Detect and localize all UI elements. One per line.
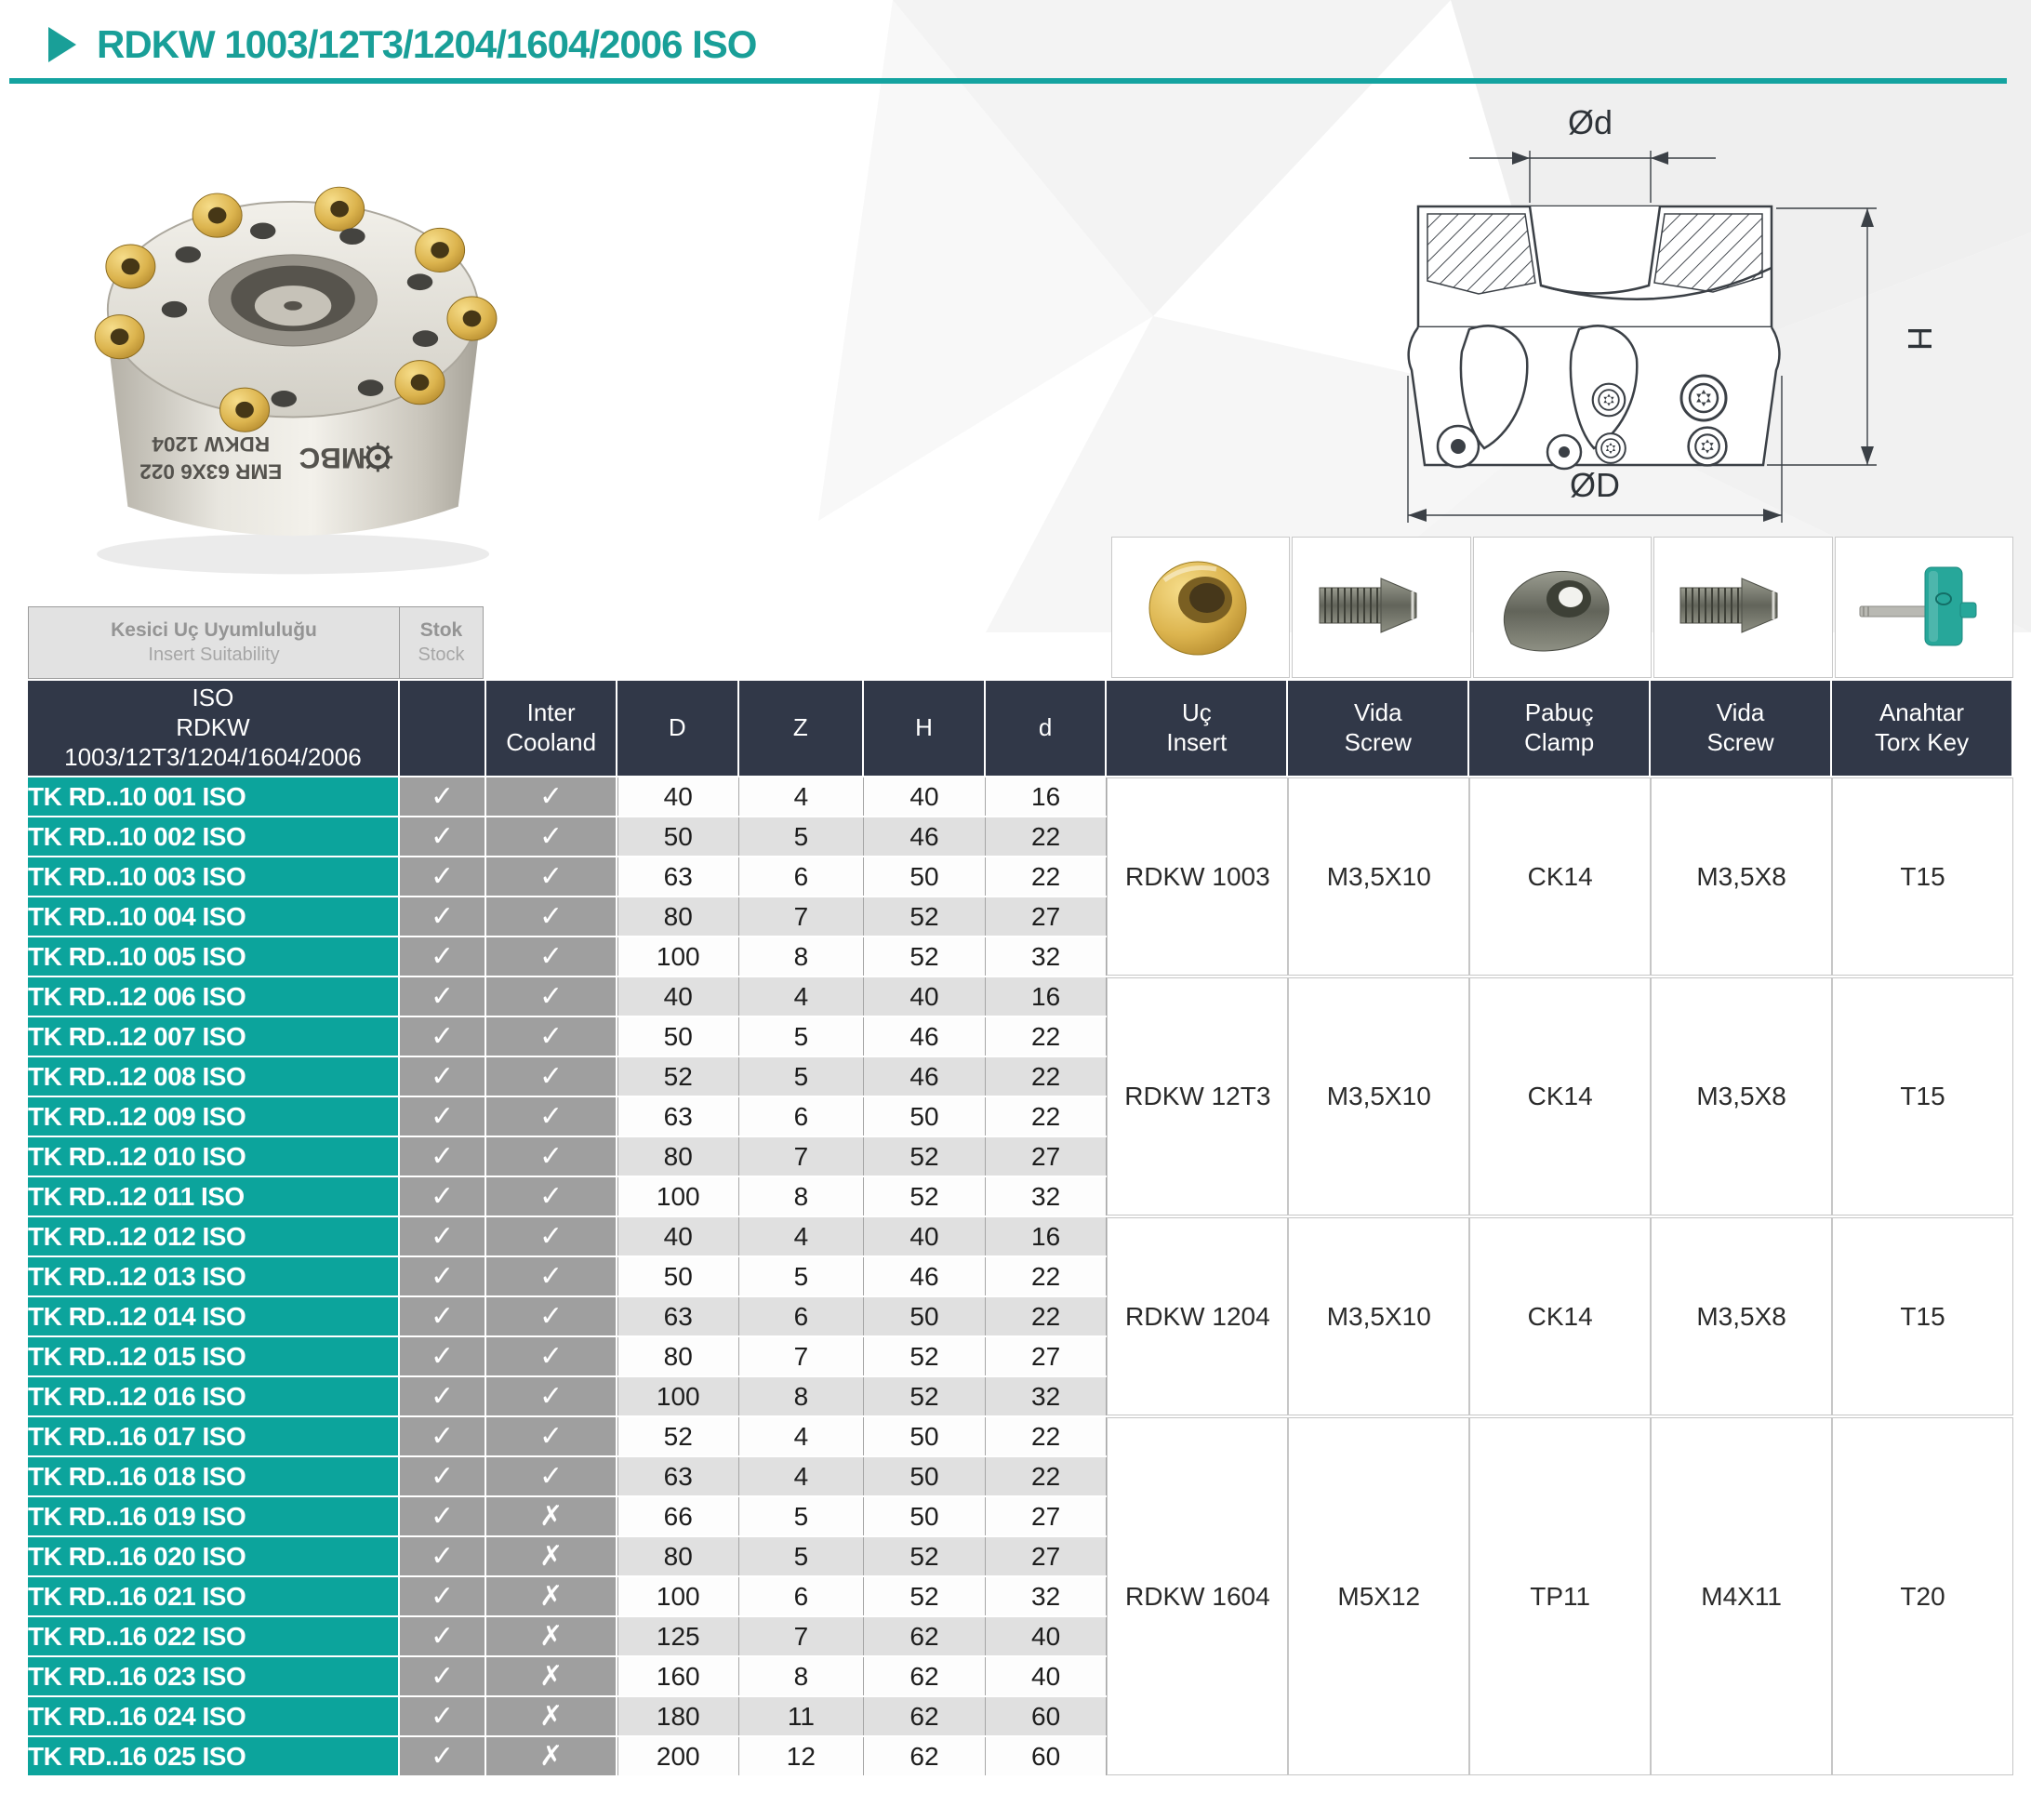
torx-tr: Anahtar bbox=[1878, 698, 1965, 727]
clamp-cell: CK14 bbox=[1469, 977, 1651, 1216]
stock-check-cell: ✓ bbox=[400, 977, 486, 1016]
dim-Z-cell: 8 bbox=[739, 1657, 865, 1695]
coolant-check-cell: ✗ bbox=[486, 1577, 617, 1615]
coolant-check-cell: ✓ bbox=[486, 777, 617, 816]
screw-cell: M3,5X8 bbox=[1651, 1217, 1832, 1415]
dim-Z-cell: 6 bbox=[739, 1577, 865, 1615]
iso-line3: 1003/12T3/1204/1604/2006 bbox=[64, 742, 362, 771]
insert-suitability-en: Insert Suitability bbox=[148, 644, 280, 665]
dim-Z-cell: 4 bbox=[739, 1217, 865, 1255]
round-insert-icon bbox=[1122, 547, 1280, 668]
stock-check-cell: ✓ bbox=[400, 857, 486, 896]
dim-d-cell: 40 bbox=[986, 1657, 1108, 1695]
coolant-check-cell: ✗ bbox=[486, 1737, 617, 1775]
dim-d-cell: 27 bbox=[986, 1137, 1108, 1176]
dim-H-cell: 52 bbox=[864, 1177, 986, 1216]
clamp-icon bbox=[1483, 547, 1641, 668]
coolant-check-cell: ✓ bbox=[486, 1057, 617, 1096]
stock-check-cell: ✓ bbox=[400, 1217, 486, 1255]
dim-D-cell: 100 bbox=[617, 1577, 739, 1615]
dim-D-cell: 63 bbox=[617, 1297, 739, 1335]
col-header-d: d bbox=[986, 681, 1108, 776]
screw1-tr: Vida bbox=[1353, 698, 1402, 727]
product-code-cell: TK RD..12 009 ISO bbox=[28, 1097, 400, 1136]
stock-check-cell: ✓ bbox=[400, 1377, 486, 1415]
screw-icon bbox=[1664, 547, 1822, 668]
dim-Z-cell: 4 bbox=[739, 977, 865, 1016]
stock-check-cell: ✓ bbox=[400, 817, 486, 856]
product-code-cell: TK RD..12 010 ISO bbox=[28, 1137, 400, 1176]
dim-d-cell: 32 bbox=[986, 1177, 1108, 1216]
col-header-stock bbox=[400, 681, 486, 776]
product-code-cell: TK RD..16 023 ISO bbox=[28, 1657, 400, 1695]
dim-D-cell: 100 bbox=[617, 937, 739, 976]
torx-key-image-box bbox=[1835, 537, 2013, 678]
coolant-check-cell: ✓ bbox=[486, 817, 617, 856]
stock-label bbox=[400, 607, 483, 678]
stock-check-cell: ✓ bbox=[400, 1137, 486, 1176]
stock-check-cell: ✓ bbox=[400, 1657, 486, 1695]
coolant-check-cell: ✓ bbox=[486, 1297, 617, 1335]
product-code-cell: TK RD..12 011 ISO bbox=[28, 1177, 400, 1216]
dim-Z-cell: 12 bbox=[739, 1737, 865, 1775]
dim-Z-cell: 6 bbox=[739, 1297, 865, 1335]
dim-d-cell: 22 bbox=[986, 1297, 1108, 1335]
insert-tr: Uç bbox=[1181, 698, 1212, 727]
dim-D-cell: 50 bbox=[617, 1257, 739, 1295]
dim-D-cell: 52 bbox=[617, 1057, 739, 1096]
dim-Z-cell: 11 bbox=[739, 1697, 865, 1735]
dim-Z-cell: 6 bbox=[739, 857, 865, 896]
dim-D-cell: 80 bbox=[617, 1337, 739, 1375]
coolant-check-cell: ✓ bbox=[486, 1217, 617, 1255]
product-code-cell: TK RD..10 005 ISO bbox=[28, 937, 400, 976]
insert-screw-image-box bbox=[1653, 537, 1832, 678]
coolant-check-cell: ✓ bbox=[486, 1377, 617, 1415]
dim-D-cell: 125 bbox=[617, 1617, 739, 1655]
product-code-cell: TK RD..16 017 ISO bbox=[28, 1417, 400, 1455]
product-code-cell: TK RD..10 003 ISO bbox=[28, 857, 400, 896]
dim-d-cell: 22 bbox=[986, 817, 1108, 856]
dim-H-cell: 50 bbox=[864, 1297, 986, 1335]
coolant-check-cell: ✓ bbox=[486, 857, 617, 896]
dim-Z-cell: 7 bbox=[739, 1137, 865, 1176]
dim-H-cell: 46 bbox=[864, 1257, 986, 1295]
product-code-cell: TK RD..12 015 ISO bbox=[28, 1337, 400, 1375]
insert-cell: RDKW 1003 bbox=[1107, 777, 1288, 976]
col-header-coolant bbox=[486, 681, 617, 776]
dim-Z-cell: 5 bbox=[739, 817, 865, 856]
dim-d-cell: 27 bbox=[986, 1537, 1108, 1575]
title-arrow-icon bbox=[48, 27, 76, 62]
insert-cell: RDKW 12T3 bbox=[1107, 977, 1288, 1216]
dim-label-diameter: ØD bbox=[1570, 466, 1620, 504]
insert-cell: RDKW 1604 bbox=[1107, 1417, 1288, 1775]
dim-D-cell: 66 bbox=[617, 1497, 739, 1535]
brand-logo-text: MBC bbox=[299, 441, 366, 474]
coolant-line1: Inter bbox=[526, 698, 576, 727]
dim-D-cell: 180 bbox=[617, 1697, 739, 1735]
iso-line1: ISO bbox=[192, 684, 234, 712]
iso-line2: RDKW bbox=[176, 713, 250, 742]
torx-key-cell: T20 bbox=[1832, 1417, 2013, 1775]
coolant-check-cell: ✓ bbox=[486, 1457, 617, 1495]
stock-check-cell: ✓ bbox=[400, 937, 486, 976]
coolant-check-cell: ✓ bbox=[486, 1257, 617, 1295]
stock-check-cell: ✓ bbox=[400, 1337, 486, 1375]
dim-d-cell: 32 bbox=[986, 937, 1108, 976]
col-header-H: H bbox=[864, 681, 986, 776]
col-header-Z: Z bbox=[739, 681, 865, 776]
screw-cell: M3,5X10 bbox=[1288, 1217, 1469, 1415]
product-code-cell: TK RD..12 013 ISO bbox=[28, 1257, 400, 1295]
clamp-screw-image-box bbox=[1292, 537, 1470, 678]
dim-H-cell: 40 bbox=[864, 977, 986, 1016]
coolant-check-cell: ✓ bbox=[486, 1017, 617, 1056]
dim-D-cell: 160 bbox=[617, 1657, 739, 1695]
page-title: RDKW 1003/12T3/1204/1604/2006 ISO bbox=[97, 22, 757, 66]
dim-d-cell: 40 bbox=[986, 1617, 1108, 1655]
dim-Z-cell: 7 bbox=[739, 897, 865, 936]
insert-suitability-tr: Kesici Uç Uyumluluğu bbox=[111, 619, 317, 642]
title-divider bbox=[9, 78, 2007, 84]
dim-H-cell: 62 bbox=[864, 1697, 986, 1735]
dim-D-cell: 63 bbox=[617, 857, 739, 896]
coolant-check-cell: ✗ bbox=[486, 1617, 617, 1655]
dim-Z-cell: 5 bbox=[739, 1017, 865, 1056]
product-code-cell: TK RD..16 019 ISO bbox=[28, 1497, 400, 1535]
insert-suitability-label bbox=[29, 607, 400, 678]
dim-Z-cell: 5 bbox=[739, 1057, 865, 1096]
stock-check-cell: ✓ bbox=[400, 1577, 486, 1615]
dim-H-cell: 62 bbox=[864, 1657, 986, 1695]
product-code-cell: TK RD..16 022 ISO bbox=[28, 1617, 400, 1655]
stock-check-cell: ✓ bbox=[400, 1297, 486, 1335]
etch-line-2: RDKW 1204 bbox=[152, 432, 271, 457]
product-code-cell: TK RD..16 024 ISO bbox=[28, 1697, 400, 1735]
dim-H-cell: 50 bbox=[864, 1497, 986, 1535]
dim-d-cell: 16 bbox=[986, 777, 1108, 816]
dim-Z-cell: 7 bbox=[739, 1337, 865, 1375]
dim-H-cell: 46 bbox=[864, 1017, 986, 1056]
page-header bbox=[48, 22, 756, 67]
dim-Z-cell: 5 bbox=[739, 1497, 865, 1535]
clamp-tr: Pabuç bbox=[1524, 698, 1594, 727]
dim-Z-cell: 4 bbox=[739, 1457, 865, 1495]
product-code-cell: TK RD..16 025 ISO bbox=[28, 1737, 400, 1775]
dim-H-cell: 52 bbox=[864, 1537, 986, 1575]
dim-d-cell: 60 bbox=[986, 1737, 1108, 1775]
dim-D-cell: 80 bbox=[617, 1537, 739, 1575]
dim-d-cell: 22 bbox=[986, 857, 1108, 896]
dim-D-cell: 100 bbox=[617, 1377, 739, 1415]
dim-D-cell: 63 bbox=[617, 1097, 739, 1136]
stock-check-cell: ✓ bbox=[400, 1617, 486, 1655]
coolant-check-cell: ✓ bbox=[486, 1337, 617, 1375]
dim-d-cell: 27 bbox=[986, 1337, 1108, 1375]
product-code-cell: TK RD..16 020 ISO bbox=[28, 1537, 400, 1575]
screw2-en: Screw bbox=[1706, 728, 1774, 756]
product-code-cell: TK RD..10 004 ISO bbox=[28, 897, 400, 936]
dim-H-cell: 50 bbox=[864, 1097, 986, 1136]
dim-d-cell: 27 bbox=[986, 897, 1108, 936]
screw-cell: M4X11 bbox=[1651, 1417, 1832, 1775]
stock-en: Stock bbox=[418, 644, 465, 665]
dim-d-cell: 22 bbox=[986, 1017, 1108, 1056]
dim-H-cell: 52 bbox=[864, 897, 986, 936]
stock-check-cell: ✓ bbox=[400, 1097, 486, 1136]
col-header-screw-2 bbox=[1651, 681, 1832, 776]
table-row bbox=[28, 977, 2013, 1016]
coolant-check-cell: ✓ bbox=[486, 1417, 617, 1455]
product-code-cell: TK RD..10 001 ISO bbox=[28, 777, 400, 816]
dim-H-cell: 62 bbox=[864, 1617, 986, 1655]
coolant-check-cell: ✓ bbox=[486, 1137, 617, 1176]
dim-H-cell: 52 bbox=[864, 1337, 986, 1375]
torx-key-cell: T15 bbox=[1832, 1217, 2013, 1415]
stock-check-cell: ✓ bbox=[400, 1457, 486, 1495]
coolant-check-cell: ✓ bbox=[486, 1177, 617, 1216]
etch-line-1: EMR 63X6 022 bbox=[139, 459, 283, 484]
clamp-cell: CK14 bbox=[1469, 777, 1651, 976]
clamp-image-box bbox=[1473, 537, 1652, 678]
clamp-cell: TP11 bbox=[1469, 1417, 1651, 1775]
dim-Z-cell: 8 bbox=[739, 1177, 865, 1216]
coolant-check-cell: ✗ bbox=[486, 1657, 617, 1695]
dim-label-bore: Ød bbox=[1567, 103, 1613, 141]
spec-table-body bbox=[28, 777, 2013, 1775]
dim-D-cell: 52 bbox=[617, 1417, 739, 1455]
screw-cell: M5X12 bbox=[1288, 1417, 1469, 1775]
product-code-cell: TK RD..12 014 ISO bbox=[28, 1297, 400, 1335]
coolant-check-cell: ✓ bbox=[486, 1097, 617, 1136]
stock-check-cell: ✓ bbox=[400, 1017, 486, 1056]
dim-d-cell: 32 bbox=[986, 1377, 1108, 1415]
coolant-line2: Cooland bbox=[506, 728, 597, 756]
dim-H-cell: 50 bbox=[864, 1417, 986, 1455]
dim-Z-cell: 6 bbox=[739, 1097, 865, 1136]
dim-H-cell: 52 bbox=[864, 1577, 986, 1615]
table-header-row bbox=[28, 681, 2013, 776]
table-row bbox=[28, 1417, 2013, 1455]
screw1-en: Screw bbox=[1344, 728, 1412, 756]
insert-en: Insert bbox=[1166, 728, 1228, 756]
stock-check-cell: ✓ bbox=[400, 777, 486, 816]
dim-d-cell: 22 bbox=[986, 1097, 1108, 1136]
insert-cell: RDKW 1204 bbox=[1107, 1217, 1288, 1415]
stock-check-cell: ✓ bbox=[400, 1257, 486, 1295]
stock-check-cell: ✓ bbox=[400, 1697, 486, 1735]
dim-d-cell: 27 bbox=[986, 1497, 1108, 1535]
dim-Z-cell: 5 bbox=[739, 1537, 865, 1575]
dim-d-cell: 32 bbox=[986, 1577, 1108, 1615]
screw-icon bbox=[1303, 547, 1461, 668]
dim-H-cell: 62 bbox=[864, 1737, 986, 1775]
dim-Z-cell: 4 bbox=[739, 1417, 865, 1455]
dim-Z-cell: 7 bbox=[739, 1617, 865, 1655]
col-header-D: D bbox=[617, 681, 739, 776]
coolant-check-cell: ✓ bbox=[486, 977, 617, 1016]
dim-H-cell: 50 bbox=[864, 1457, 986, 1495]
col-header-clamp bbox=[1469, 681, 1651, 776]
table-row bbox=[28, 1217, 2013, 1255]
coolant-check-cell: ✓ bbox=[486, 897, 617, 936]
clamp-cell: CK14 bbox=[1469, 1217, 1651, 1415]
screw-cell: M3,5X10 bbox=[1288, 977, 1469, 1216]
col-header-torx-key bbox=[1832, 681, 2013, 776]
clamp-en: Clamp bbox=[1524, 728, 1595, 756]
dim-Z-cell: 8 bbox=[739, 937, 865, 976]
dim-d-cell: 22 bbox=[986, 1457, 1108, 1495]
dim-D-cell: 100 bbox=[617, 1177, 739, 1216]
torx-en: Torx Key bbox=[1874, 728, 1970, 756]
product-code-cell: TK RD..12 006 ISO bbox=[28, 977, 400, 1016]
dim-d-cell: 16 bbox=[986, 977, 1108, 1016]
dim-Z-cell: 5 bbox=[739, 1257, 865, 1295]
product-code-cell: TK RD..12 016 ISO bbox=[28, 1377, 400, 1415]
dim-D-cell: 50 bbox=[617, 817, 739, 856]
stock-check-cell: ✓ bbox=[400, 1537, 486, 1575]
dim-H-cell: 52 bbox=[864, 937, 986, 976]
col-header-iso bbox=[28, 681, 400, 776]
product-code-cell: TK RD..12 007 ISO bbox=[28, 1017, 400, 1056]
table-row bbox=[28, 777, 2013, 816]
dim-H-cell: 40 bbox=[864, 1217, 986, 1255]
dim-H-cell: 46 bbox=[864, 817, 986, 856]
stock-check-cell: ✓ bbox=[400, 1417, 486, 1455]
parts-image-row bbox=[1111, 537, 2013, 678]
dim-D-cell: 80 bbox=[617, 1137, 739, 1176]
spec-table bbox=[28, 679, 2013, 1777]
dim-H-cell: 40 bbox=[864, 777, 986, 816]
col-header-insert bbox=[1107, 681, 1288, 776]
stock-check-cell: ✓ bbox=[400, 1497, 486, 1535]
dim-label-height: H bbox=[1901, 326, 1939, 351]
dim-D-cell: 50 bbox=[617, 1017, 739, 1056]
stock-check-cell: ✓ bbox=[400, 897, 486, 936]
dim-d-cell: 22 bbox=[986, 1257, 1108, 1295]
torx-key-cell: T15 bbox=[1832, 977, 2013, 1216]
dim-H-cell: 52 bbox=[864, 1137, 986, 1176]
dim-H-cell: 50 bbox=[864, 857, 986, 896]
torx-key-icon bbox=[1845, 547, 2003, 668]
dim-d-cell: 16 bbox=[986, 1217, 1108, 1255]
torx-key-cell: T15 bbox=[1832, 777, 2013, 976]
col-header-screw-1 bbox=[1288, 681, 1469, 776]
product-code-cell: TK RD..12 012 ISO bbox=[28, 1217, 400, 1255]
screw-cell: M3,5X10 bbox=[1288, 777, 1469, 976]
dim-D-cell: 63 bbox=[617, 1457, 739, 1495]
product-code-cell: TK RD..12 008 ISO bbox=[28, 1057, 400, 1096]
technical-drawing bbox=[1330, 86, 1944, 551]
product-code-cell: TK RD..16 018 ISO bbox=[28, 1457, 400, 1495]
screw2-tr: Vida bbox=[1716, 698, 1765, 727]
stock-check-cell: ✓ bbox=[400, 1737, 486, 1775]
dim-D-cell: 40 bbox=[617, 1217, 739, 1255]
stock-tr: Stok bbox=[419, 619, 463, 642]
coolant-check-cell: ✗ bbox=[486, 1697, 617, 1735]
dim-D-cell: 40 bbox=[617, 977, 739, 1016]
dim-Z-cell: 8 bbox=[739, 1377, 865, 1415]
dim-D-cell: 80 bbox=[617, 897, 739, 936]
screw-cell: M3,5X8 bbox=[1651, 777, 1832, 976]
coolant-check-cell: ✗ bbox=[486, 1497, 617, 1535]
insert-suitability-box bbox=[28, 606, 484, 679]
dim-H-cell: 46 bbox=[864, 1057, 986, 1096]
dim-D-cell: 200 bbox=[617, 1737, 739, 1775]
screw-cell: M3,5X8 bbox=[1651, 977, 1832, 1216]
dim-D-cell: 40 bbox=[617, 777, 739, 816]
product-code-cell: TK RD..16 021 ISO bbox=[28, 1577, 400, 1615]
gear-icon bbox=[364, 443, 392, 472]
product-photo bbox=[51, 93, 544, 595]
round-insert-image-box bbox=[1111, 537, 1290, 678]
dim-H-cell: 52 bbox=[864, 1377, 986, 1415]
dim-d-cell: 22 bbox=[986, 1417, 1108, 1455]
product-code-cell: TK RD..10 002 ISO bbox=[28, 817, 400, 856]
stock-check-cell: ✓ bbox=[400, 1057, 486, 1096]
dim-Z-cell: 4 bbox=[739, 777, 865, 816]
coolant-check-cell: ✗ bbox=[486, 1537, 617, 1575]
dim-d-cell: 22 bbox=[986, 1057, 1108, 1096]
coolant-check-cell: ✓ bbox=[486, 937, 617, 976]
dim-d-cell: 60 bbox=[986, 1697, 1108, 1735]
stock-check-cell: ✓ bbox=[400, 1177, 486, 1216]
